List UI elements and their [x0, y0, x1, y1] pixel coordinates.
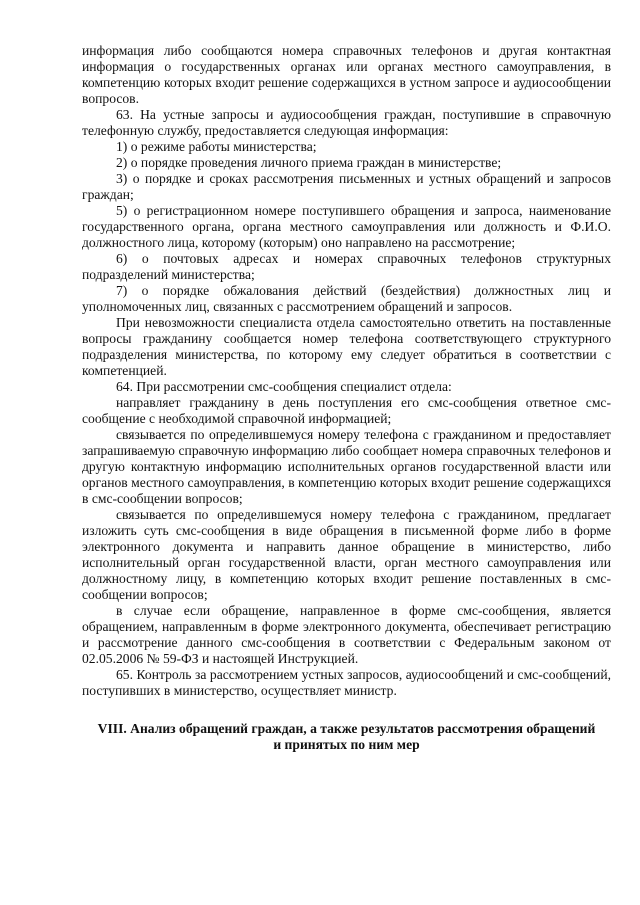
paragraph: 63. На устные запросы и аудиосообщения граждан, поступившие в справочную телефонную службу, предоставляется следующая информация:: [82, 107, 611, 138]
paragraph: связывается по определившемуся номеру телефона с гражданином и предоставляет запрашиваемую справочную информацию либо сообщает номера справочных телефонов и другую контактную информацию исполнительных органов государственной власти или органов местного самоуправления, в компетенцию которых входит решение содержащихся в смс-сообщении вопросов;: [82, 427, 611, 506]
paragraph: информация либо сообщаются номера справочных телефонов и другая контактная информация о государственных органах или органах местного самоуправления, в компетенцию которых входит решение содержащихся в устном запросе и аудиосообщении вопросов.: [82, 43, 611, 106]
list-item: 6) о почтовых адресах и номерах справочных телефонов структурных подразделений министерства;: [82, 251, 611, 282]
paragraph: направляет гражданину в день поступления его смс-сообщения ответное смс-сообщение с необходимой справочной информацией;: [82, 395, 611, 426]
paragraph: При невозможности специалиста отдела самостоятельно ответить на поставленные вопросы гражданину сообщается номер телефона соответствующего структурного подразделения министерства, по которому ему следует обратиться в соответствии с компетенцией.: [82, 315, 611, 378]
list-item: 5) о регистрационном номере поступившего обращения и запроса, наименование государственного органа, органа местного самоуправления или должность и Ф.И.О. должностного лица, которому (которым) оно направлено на рассмотрение;: [82, 203, 611, 250]
body-text: [82, 43, 611, 699]
paragraph: в случае если обращение, направленное в форме смс-сообщения, является обращением, направленным в форме электронного документа, обеспечивает регистрацию и рассмотрение данного смс-сообщения в соответствии с Федеральным законом от 02.05.2006 № 59-ФЗ и настоящей Инструкцией.: [82, 603, 611, 666]
list-item: 1) о режиме работы министерства;: [116, 139, 317, 154]
paragraph: 64. При рассмотрении смс-сообщения специалист отдела:: [116, 379, 452, 394]
list-item: 3) о порядке и сроках рассмотрения письменных и устных обращений и запросов граждан;: [82, 171, 611, 202]
section-heading: VIII. Анализ обращений граждан, а также результатов рассмотрения обращений и принятых по ним мер: [97, 721, 596, 752]
list-item: 2) о порядке проведения личного приема граждан в министерстве;: [116, 155, 502, 170]
paragraph: связывается по определившемуся номеру телефона с гражданином, предлагает изложить суть смс-сообщения в виде обращения в письменной форме либо в форме электронного документа и направить данное обращение в министерство, либо исполнительный орган государственной власти, орган местного самоуправления или должностному лицу, в компетенцию которых входит решение поставленных в смс-сообщении вопросов;: [82, 507, 611, 602]
paragraph: 65. Контроль за рассмотрением устных запросов, аудиосообщений и смс-сообщений, поступивших в министерство, осуществляет министр.: [82, 667, 611, 698]
list-item: 7) о порядке обжалования действий (бездействия) должностных лиц и уполномоченных лиц, связанных с рассмотрением обращений и запросов.: [82, 283, 611, 314]
